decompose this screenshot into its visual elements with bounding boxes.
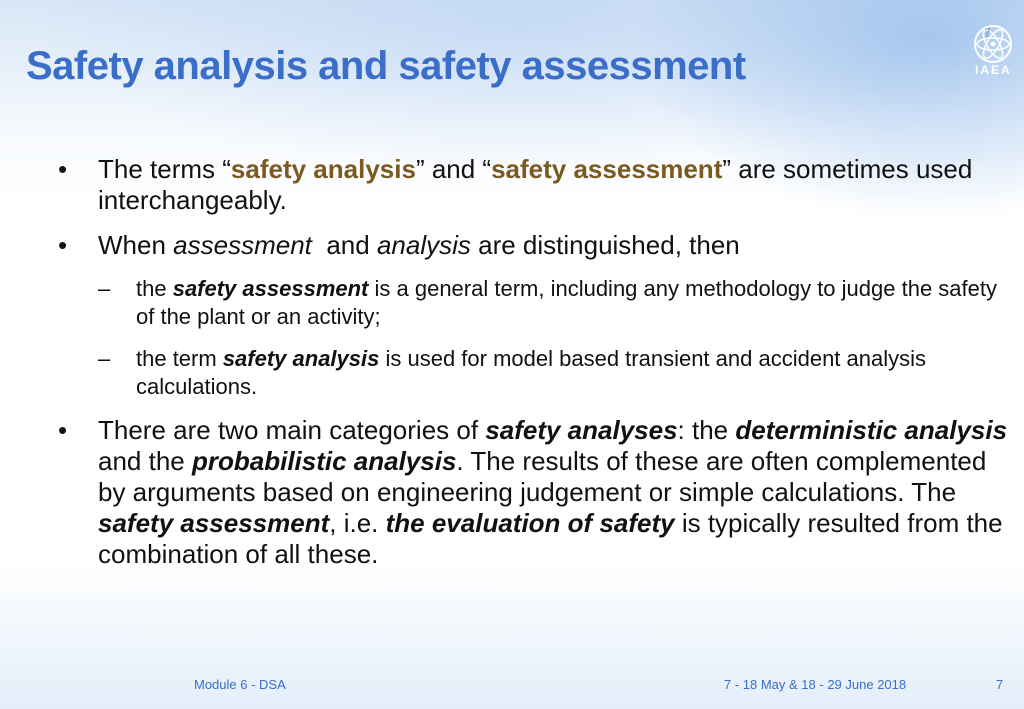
footer-page-number: 7 xyxy=(996,677,1004,692)
footer-dates: 7 - 18 May & 18 - 29 June 2018 xyxy=(724,677,907,692)
slide-number-top: 7 xyxy=(984,26,991,40)
highlight-safety-assessment: safety assessment xyxy=(491,154,723,184)
emphasis-safety-assessment: safety assessment xyxy=(98,508,330,538)
text: and xyxy=(311,230,377,260)
emphasis-safety-analyses: safety analyses xyxy=(485,415,678,445)
text: When xyxy=(98,230,174,260)
text: There are two main categories of xyxy=(98,415,486,445)
emphasis-safety-assessment: safety assessment xyxy=(172,276,369,301)
sub-bullet-dash: – xyxy=(98,276,111,301)
bullet-dot: • xyxy=(58,415,68,445)
emphasis-deterministic: deterministic analysis xyxy=(735,415,1008,445)
sub-bullet-safety-assessment xyxy=(58,275,1008,331)
bullet-dot: • xyxy=(58,154,68,184)
text: the term xyxy=(136,346,223,371)
text: ” and “ xyxy=(415,154,492,184)
sub-bullet-dash: – xyxy=(98,346,111,371)
italic-assessment: assessment xyxy=(173,230,312,260)
bullet-categories xyxy=(58,415,1008,570)
bullet-terms xyxy=(58,154,1008,216)
text: is a general term, including any methodology to judge the safety of the plant or an activity; xyxy=(136,276,997,329)
highlight-safety-analysis: safety analysis xyxy=(230,154,416,184)
text: is typically resulted from the combination of all these. xyxy=(98,508,1003,569)
text: The terms “ xyxy=(98,154,231,184)
logo-text: IAEA xyxy=(975,63,1012,77)
bullet-distinguished xyxy=(58,230,1008,261)
text: and the xyxy=(98,446,192,476)
footer-module: Module 6 - DSA xyxy=(194,677,286,692)
slide-body xyxy=(58,154,1008,584)
text: the xyxy=(136,276,173,301)
text: , i.e. xyxy=(329,508,386,538)
emphasis-evaluation-of-safety: the evaluation of safety xyxy=(385,508,675,538)
text: . The results of these are often complemented by arguments based on engineering judgement or simple calculations. The xyxy=(98,446,987,507)
text: are distinguished, then xyxy=(470,230,740,260)
emphasis-probabilistic: probabilistic analysis xyxy=(191,446,457,476)
emphasis-safety-analysis: safety analysis xyxy=(222,346,380,371)
italic-analysis: analysis xyxy=(376,230,471,260)
text: : the xyxy=(677,415,736,445)
slide-title: Safety analysis and safety assessment xyxy=(26,44,746,88)
text: is used for model based transient and accident analysis calculations. xyxy=(136,346,927,399)
sub-bullet-safety-analysis xyxy=(58,345,1008,401)
text: ” are sometimes used interchangeably. xyxy=(98,154,973,215)
bullet-dot: • xyxy=(58,230,68,260)
